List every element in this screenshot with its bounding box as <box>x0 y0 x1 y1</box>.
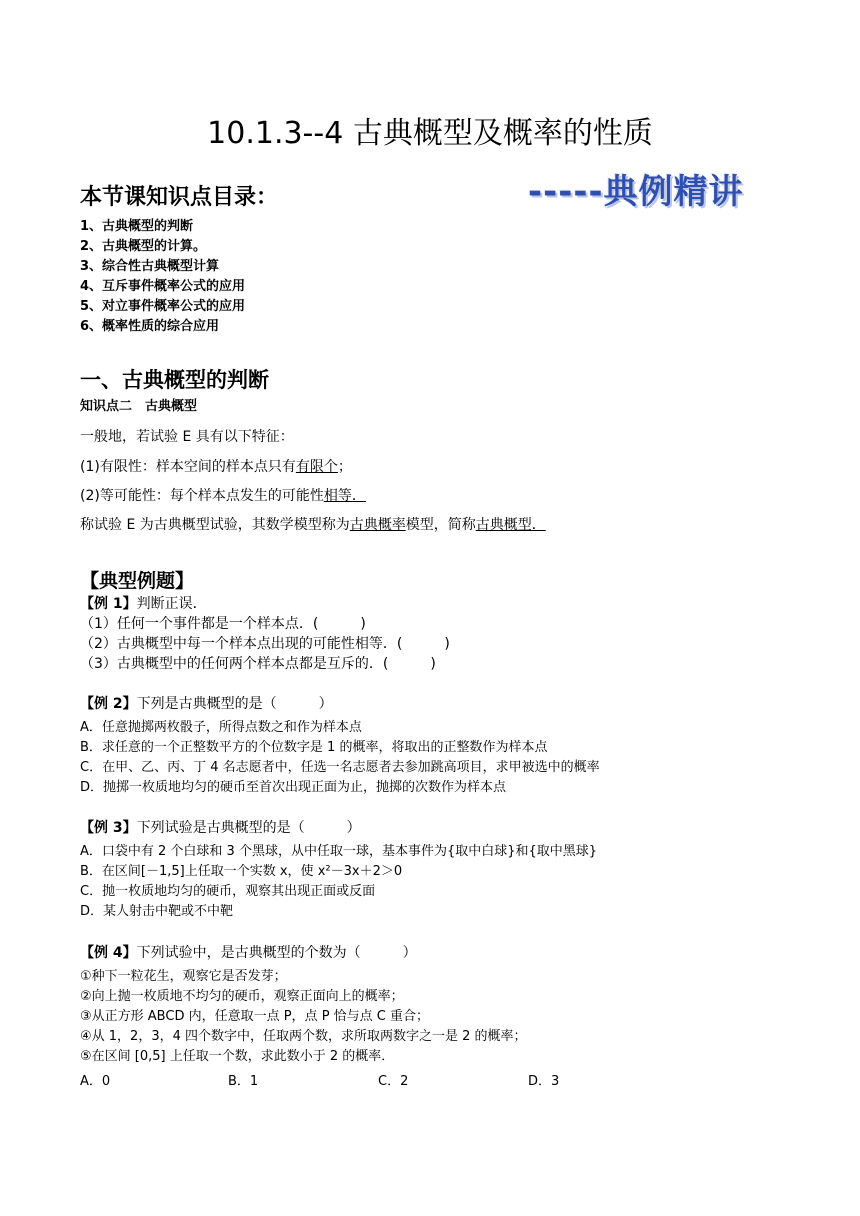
example-1-stem <box>80 593 207 613</box>
option: C．在甲、乙、丙、丁 4 名志愿者中，任选一名志愿者去参加跳高项目，求甲被选中的概率 <box>80 760 600 775</box>
example-2-stem <box>80 693 333 713</box>
choice-c: C．2 <box>378 1074 409 1089</box>
definition-underlined: 有限个 <box>295 459 338 475</box>
definition-finite <box>80 456 352 476</box>
toc-item: 1、古典概型的判断 <box>80 219 194 234</box>
toc-item: 2、古典概型的计算。 <box>80 239 207 254</box>
list-item: ①种下一粒花生，观察它是否发芽； <box>80 969 287 984</box>
definition-text: 称试验 E 为古典概型试验，其数学模型称为 <box>80 517 350 533</box>
example-item: （2）古典概型中每一个样本点出现的可能性相等．( ) <box>80 636 450 652</box>
toc-item: 6、概率性质的综合应用 <box>80 319 220 334</box>
toc-item: 3、综合性古典概型计算 <box>80 259 220 274</box>
example-stem: 判断正误． <box>136 596 207 612</box>
list-item: ②向上抛一枚质地不均匀的硬币，观察正面向上的概率； <box>80 989 404 1004</box>
example-label: 【例 3】 <box>80 820 137 836</box>
option: B．求任意的一个正整数平方的个位数字是 1 的概率，将取出的正整数作为样本点 <box>80 740 548 755</box>
option: D．某人射击中靶或不中靶 <box>80 904 234 919</box>
definition-text: (2)等可能性：每个样本点发生的可能性 <box>80 488 324 504</box>
example-stem: 下列试验是古典概型的是（ ） <box>136 820 361 836</box>
definition-underlined: 古典概型． <box>475 517 546 533</box>
choice-b: B．1 <box>228 1074 259 1089</box>
subtitle-banner: -----典例精讲 <box>528 172 744 212</box>
list-item: ③从正方形 ABCD 内，任意取一点 P，点 P 恰与点 C 重合； <box>80 1009 430 1024</box>
choice-a: A．0 <box>80 1074 111 1089</box>
choice-d: D．3 <box>528 1074 560 1089</box>
option: B．在区间[－1,5]上任取一个实数 x，使 x²－3x＋2＞0 <box>80 864 403 879</box>
definition-text: ； <box>337 459 352 475</box>
list-item: ⑤在区间 [0,5] 上任取一个数，求此数小于 2 的概率． <box>80 1049 395 1064</box>
example-item: （3）古典概型中的任何两个样本点都是互斥的．( ) <box>80 656 436 672</box>
definition-text: 模型，简称 <box>405 517 476 533</box>
example-3-stem <box>80 817 361 837</box>
definition-equal <box>80 485 366 505</box>
option: C．抛一枚质地均匀的硬币，观察其出现正面或反面 <box>80 884 376 899</box>
option: A．口袋中有 2 个白球和 3 个黑球，从中任取一球，基本事件为{取中白球}和{取中黑球} <box>80 844 598 859</box>
toc-item: 4、互斥事件概率公式的应用 <box>80 279 246 294</box>
definition-underlined: 相等． <box>323 488 366 504</box>
example-item: （1）任何一个事件都是一个样本点．( ) <box>80 616 366 632</box>
example-label: 【例 4】 <box>80 945 137 961</box>
option: D．抛掷一枚质地均匀的硬币至首次出现正面为止，抛掷的次数作为样本点 <box>80 780 507 795</box>
example-4-stem <box>80 942 417 962</box>
example-stem: 下列是古典概型的是（ ） <box>136 696 333 712</box>
toc-heading: 本节课知识点目录： <box>80 185 279 210</box>
definition-underlined: 古典概率 <box>349 517 406 533</box>
toc-item: 5、对立事件概率公式的应用 <box>80 299 246 314</box>
page-title: 10.1.3--4 古典概型及概率的性质 <box>207 116 653 151</box>
section-heading: 一、古典概型的判断 <box>80 368 269 392</box>
definition-intro: 一般地，若试验 E 具有以下特征： <box>80 429 294 445</box>
option: A．任意抛掷两枚骰子，所得点数之和作为样本点 <box>80 720 362 735</box>
example-stem: 下列试验中，是古典概型的个数为（ ） <box>136 945 417 961</box>
definition-text: (1)有限性：样本空间的样本点只有 <box>80 459 296 475</box>
examples-heading: 【典型例题】 <box>80 570 195 592</box>
example-label: 【例 1】 <box>80 596 137 612</box>
definition-summary <box>80 514 546 534</box>
example-label: 【例 2】 <box>80 696 137 712</box>
list-item: ④从 1，2，3，4 四个数字中，任取两个数，求所取两数字之一是 2 的概率； <box>80 1029 527 1044</box>
knowledge-point-title: 知识点二 古典概型 <box>80 399 198 414</box>
